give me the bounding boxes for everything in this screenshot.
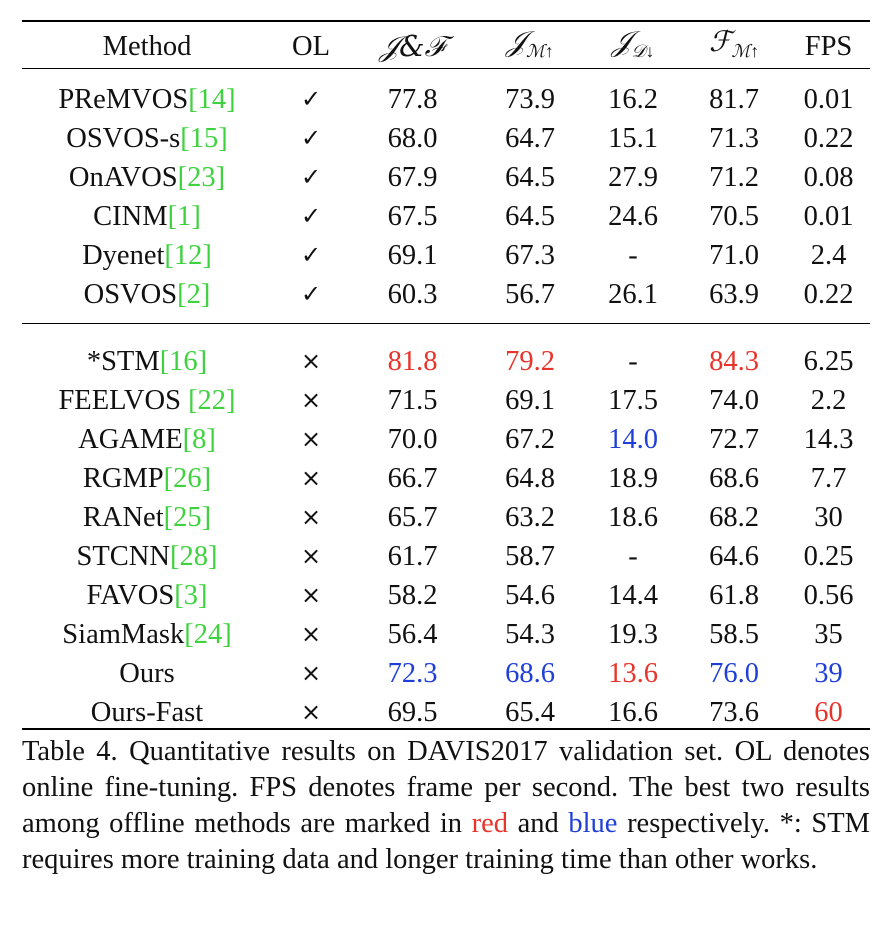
header-fm-subscript: ℳ <box>731 41 751 62</box>
header-ol: OL <box>292 31 330 63</box>
caption-text-2: and <box>508 808 569 839</box>
check-icon: ✓ <box>300 163 322 192</box>
header-jf <box>350 22 475 71</box>
header-jm-arrow: ↑ <box>544 41 554 62</box>
table-row <box>22 459 870 498</box>
jm-cell: 65.4 <box>505 697 555 729</box>
citation-link[interactable]: [8] <box>182 424 216 456</box>
method-cell <box>22 236 272 275</box>
jf-cell: 72.3 <box>387 658 438 690</box>
fm-cell: 76.0 <box>709 658 759 690</box>
citation-link[interactable]: [2] <box>177 279 211 311</box>
table-row <box>22 498 870 537</box>
method-cell <box>22 654 272 693</box>
fps-cell: 35 <box>814 619 843 651</box>
header-fm-arrow: ↑ <box>750 41 760 62</box>
spacer-cell <box>22 71 870 80</box>
jd-cell: 17.5 <box>608 385 658 417</box>
cross-icon: × <box>300 698 322 727</box>
jd-cell: 18.6 <box>608 502 658 534</box>
spacer-row <box>22 314 870 328</box>
header-jd-subscript: 𝒟 <box>631 41 646 62</box>
header-jm <box>475 22 585 71</box>
table-row <box>22 654 870 693</box>
method-name: OSVOS <box>83 279 178 311</box>
fm-cell: 68.2 <box>709 502 759 534</box>
fps-cell: 0.08 <box>803 162 854 194</box>
jd-cell: 13.6 <box>608 658 658 690</box>
jm-cell: 69.1 <box>505 385 555 417</box>
spacer-cell <box>22 314 870 328</box>
method-name: PReMVOS <box>58 84 189 116</box>
jm-cell: 79.2 <box>505 346 555 378</box>
online-methods-group <box>22 71 870 328</box>
method-name: CINM <box>93 201 168 233</box>
jm-cell: 67.3 <box>505 240 555 272</box>
header-jd-arrow: ↓ <box>645 41 655 62</box>
jd-cell: 24.6 <box>608 201 658 233</box>
results-table <box>22 22 870 741</box>
jm-cell: 67.2 <box>505 424 555 456</box>
method-cell <box>22 342 272 381</box>
cross-icon: × <box>300 659 322 688</box>
method-cell <box>22 420 272 459</box>
caption-blue-word: blue <box>568 808 618 839</box>
method-name: Dyenet <box>82 240 165 272</box>
spacer-row <box>22 71 870 80</box>
jm-cell: 58.7 <box>505 541 555 573</box>
fm-cell: 84.3 <box>709 346 759 378</box>
method-name: *STM <box>86 346 160 378</box>
method-cell <box>22 537 272 576</box>
jf-cell: 71.5 <box>387 385 438 417</box>
check-icon: ✓ <box>300 85 322 114</box>
method-cell <box>22 275 272 314</box>
jf-cell: 81.8 <box>387 346 438 378</box>
method-cell <box>22 693 272 732</box>
fps-cell: 0.25 <box>803 541 854 573</box>
table-row <box>22 693 870 732</box>
method-cell <box>22 615 272 654</box>
citation-link[interactable]: [12] <box>164 240 212 272</box>
jm-cell: 63.2 <box>505 502 555 534</box>
table-row <box>22 420 870 459</box>
jm-cell: 64.8 <box>505 463 555 495</box>
method-name: OnAVOS <box>68 162 178 194</box>
check-icon: ✓ <box>300 280 322 309</box>
jm-cell: 64.5 <box>505 162 555 194</box>
jf-cell: 61.7 <box>387 541 438 573</box>
jd-cell: 16.6 <box>608 697 658 729</box>
fm-cell: 68.6 <box>709 463 759 495</box>
cross-icon: × <box>300 347 322 376</box>
jd-cell: 26.1 <box>608 279 658 311</box>
header-jf-symbol: 𝒥&ℱ <box>379 29 446 63</box>
citation-link[interactable]: [1] <box>167 201 201 233</box>
method-cell <box>22 119 272 158</box>
fps-cell: 2.2 <box>810 385 847 417</box>
jd-cell: 15.1 <box>608 123 658 155</box>
table-row <box>22 119 870 158</box>
jm-cell: 56.7 <box>505 279 555 311</box>
citation-link[interactable]: [25] <box>163 502 212 534</box>
method-cell <box>22 498 272 537</box>
jm-cell: 64.7 <box>505 123 555 155</box>
fm-cell: 71.3 <box>709 123 759 155</box>
caption-text-1: Table 4. Quantitative results on DAVIS2017 validation set. OL denotes online fine-tuning. FPS denotes frame per second. The best two results among offline methods are marked in <box>22 736 870 839</box>
jf-cell: 58.2 <box>387 580 438 612</box>
check-icon: ✓ <box>300 202 322 231</box>
method-name: AGAME <box>78 424 183 456</box>
method-cell <box>22 459 272 498</box>
fm-cell: 71.0 <box>709 240 759 272</box>
jm-cell: 73.9 <box>505 84 555 116</box>
citation-link[interactable]: [22] <box>188 385 236 417</box>
caption-red-word: red <box>471 808 509 839</box>
cross-icon: × <box>300 425 322 454</box>
header-jd-symbol: 𝒥 <box>611 25 632 58</box>
jf-cell: 60.3 <box>387 279 438 311</box>
method-name: SiamMask <box>62 619 185 651</box>
fm-cell: 61.8 <box>709 580 759 612</box>
cross-icon: × <box>300 503 322 532</box>
citation-link[interactable]: [26] <box>163 463 212 495</box>
fps-cell: 0.01 <box>803 201 854 233</box>
method-name: STCNN <box>76 541 170 573</box>
fm-cell: 72.7 <box>709 424 759 456</box>
table-caption <box>22 734 870 878</box>
check-icon: ✓ <box>300 241 322 270</box>
jd-cell: - <box>628 240 638 272</box>
method-name: Ours <box>119 658 175 690</box>
cross-icon: × <box>300 581 322 610</box>
cross-icon: × <box>300 542 322 571</box>
cross-icon: × <box>300 386 322 415</box>
method-cell <box>22 197 272 236</box>
fps-cell: 39 <box>814 658 843 690</box>
jm-cell: 54.3 <box>505 619 555 651</box>
jd-cell: 14.4 <box>608 580 658 612</box>
spacer-row <box>22 328 870 342</box>
table-row <box>22 80 870 119</box>
jf-cell: 67.9 <box>387 162 438 194</box>
header-jm-symbol: 𝒥 <box>506 25 526 58</box>
fm-cell: 64.6 <box>709 541 759 573</box>
header-jm-subscript: ℳ <box>525 41 545 62</box>
citation-link[interactable]: [28] <box>169 541 218 573</box>
citation-link[interactable]: [24] <box>184 619 232 651</box>
cross-icon: × <box>300 464 322 493</box>
header-fm-symbol: ℱ <box>708 25 732 58</box>
citation-link[interactable]: [14] <box>188 84 236 116</box>
fm-cell: 63.9 <box>709 279 759 311</box>
method-name: Ours-Fast <box>90 697 204 729</box>
table-row <box>22 576 870 615</box>
jd-cell: 18.9 <box>608 463 658 495</box>
jm-cell: 68.6 <box>505 658 555 690</box>
jd-cell: - <box>628 541 638 573</box>
fps-cell: 0.22 <box>803 279 854 311</box>
fps-cell: 7.7 <box>810 463 847 495</box>
fps-cell: 0.22 <box>803 123 854 155</box>
jd-cell: 27.9 <box>608 162 658 194</box>
fps-cell: 14.3 <box>803 424 854 456</box>
fm-cell: 71.2 <box>709 162 759 194</box>
citation-link[interactable]: [23] <box>177 162 226 194</box>
fps-cell: 0.56 <box>803 580 854 612</box>
table-row <box>22 236 870 275</box>
cross-icon: × <box>300 620 322 649</box>
jd-cell: 16.2 <box>608 84 658 116</box>
fm-cell: 81.7 <box>709 84 759 116</box>
jf-cell: 70.0 <box>387 424 438 456</box>
citation-link[interactable]: [3] <box>174 580 208 612</box>
fps-cell: 30 <box>814 502 843 534</box>
jd-cell: - <box>628 346 638 378</box>
fps-cell: 2.4 <box>810 240 847 272</box>
fm-cell: 73.6 <box>709 697 759 729</box>
jf-cell: 67.5 <box>387 201 438 233</box>
method-name: FAVOS <box>86 580 175 612</box>
jd-cell: 19.3 <box>608 619 658 651</box>
table-row <box>22 342 870 381</box>
offline-methods-group <box>22 328 870 741</box>
caption-text-3: respectively. *: STM requires more training data and longer training time than other works. <box>22 808 871 875</box>
header-fps: FPS <box>804 31 853 63</box>
citation-link[interactable]: [15] <box>180 123 228 155</box>
fm-cell: 58.5 <box>709 619 759 651</box>
jf-cell: 69.5 <box>387 697 438 729</box>
jf-cell: 65.7 <box>387 502 438 534</box>
table-row <box>22 537 870 576</box>
header-fm <box>681 22 787 71</box>
fps-cell: 0.01 <box>803 84 854 116</box>
method-name: OSVOS-s <box>66 123 181 155</box>
method-name: FEELVOS <box>58 385 189 417</box>
jf-cell: 56.4 <box>387 619 438 651</box>
spacer-cell <box>22 328 870 342</box>
method-cell <box>22 158 272 197</box>
jm-cell: 54.6 <box>505 580 555 612</box>
citation-link[interactable]: [16] <box>159 346 208 378</box>
jf-cell: 77.8 <box>387 84 438 116</box>
table-row <box>22 275 870 314</box>
jf-cell: 69.1 <box>387 240 438 272</box>
jf-cell: 66.7 <box>387 463 438 495</box>
fps-cell: 60 <box>814 697 843 729</box>
method-cell <box>22 80 272 119</box>
table-row <box>22 197 870 236</box>
header-jd <box>585 22 681 71</box>
header-row <box>22 22 870 71</box>
jm-cell: 64.5 <box>505 201 555 233</box>
fm-cell: 70.5 <box>709 201 759 233</box>
method-name: RANet <box>82 502 164 534</box>
fm-cell: 74.0 <box>709 385 759 417</box>
table-row <box>22 615 870 654</box>
method-cell <box>22 576 272 615</box>
jd-cell: 14.0 <box>608 424 658 456</box>
check-icon: ✓ <box>300 124 322 153</box>
fps-cell: 6.25 <box>803 346 854 378</box>
table-row <box>22 158 870 197</box>
jf-cell: 68.0 <box>387 123 438 155</box>
table-row <box>22 381 870 420</box>
method-cell <box>22 381 272 420</box>
method-name: RGMP <box>82 463 164 495</box>
header-method: Method <box>102 31 192 63</box>
